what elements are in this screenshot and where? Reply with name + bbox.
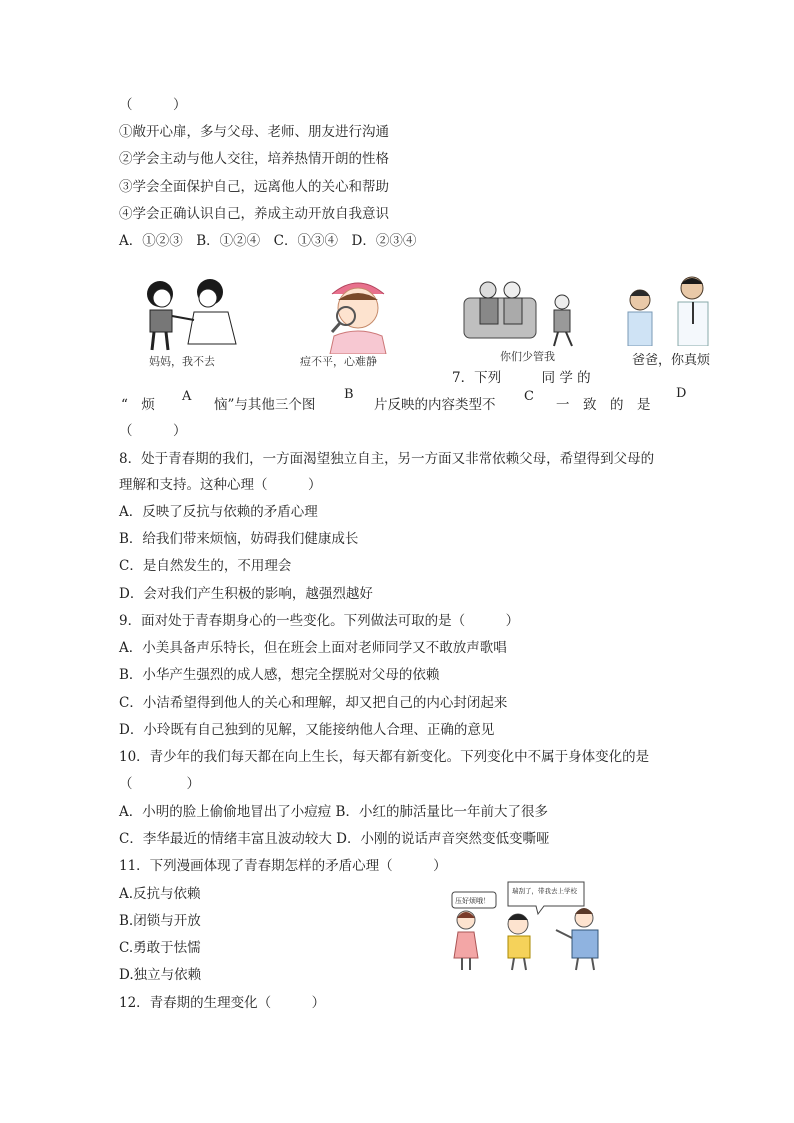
cartoon-family-dialogue-image [444,880,606,974]
q10-stem: 10．青少年的我们每天都在向上生长，每天都有新变化。下列变化中不属于身体变化的是 [119,749,650,765]
q12-stem: 12．青春期的生理变化（ ） [119,995,326,1011]
speech-bubble-left: 压好烦哦！ [455,897,490,905]
speech-bubble-right: 瑞刮了，带我去上学校 [512,887,577,895]
question-paren: （ ） [119,776,200,792]
q8-stem: 8．处于青春期的我们，一方面渴望独立自主，另一方面又非常依赖父母，希望得到父母的 [119,451,655,467]
image-caption: 妈妈，我不去 [149,355,215,368]
q7-stem-part: 恼”与其他三个图 [214,397,316,413]
option-line: C.勇敢于怯懦 [119,940,201,956]
answer-options: A．①②③ B．①②④ C．①③④ D．②③④ [119,233,417,249]
option-line: ④学会正确认识自己，养成主动开放自我意识 [119,206,389,222]
image-caption: 你们少管我 [500,350,555,363]
option-line: C．是自然发生的，不用理会 [119,558,292,574]
option-line: A．小美具备声乐特长，但在班会上面对老师同学又不敢放声歌唱 [119,640,507,656]
option-line: D.独立与依赖 [119,967,202,983]
question-paren: （ ） [119,423,187,439]
option-line: A．反映了反抗与依赖的矛盾心理 [119,504,318,520]
option-line: B．给我们带来烦恼，妨碍我们健康成长 [119,531,359,547]
option-line: A．小明的脸上偷偷地冒出了小痘痘 B．小红的肺活量比一年前大了很多 [119,804,548,820]
image-label-c: C [524,389,534,404]
option-line: ①敞开心扉，多与父母、老师、朋友进行沟通 [119,124,389,140]
option-line: ③学会全面保护自己，远离他人的关心和帮助 [119,179,389,195]
q11-stem: 11．下列漫画体现了青春期怎样的矛盾心理（ ） [119,858,447,874]
image-label-b: B [344,387,354,402]
image-caption: 痘不平，心难静 [300,355,377,368]
cartoon-mother-child-image [132,276,250,354]
q7-stem-part: 一 致 的 是 [556,397,651,413]
option-line: ②学会主动与他人交往，培养热情开朗的性格 [119,151,389,167]
q7-stem-part: “ 烦 [121,397,155,413]
option-line: B．小华产生强烈的成人感，想完全摆脱对父母的依赖 [119,667,440,683]
option-line: A.反抗与依赖 [119,886,201,902]
question-paren: （ ） [119,97,187,113]
option-line: C．李华最近的情绪丰富且波动较大 D．小刚的说话声音突然变低变嘶哑 [119,831,550,847]
image-caption: 爸爸，你真烦 [632,353,711,368]
q9-stem: 9．面对处于青春期身心的一些变化。下列做法可取的是（ ） [119,613,520,629]
option-line: D．会对我们产生积极的影响，越强烈越好 [119,586,373,602]
cartoon-girl-magnifier-image [316,276,400,354]
cartoon-family-sofa-image [462,276,582,348]
option-line: B.闭锁与开放 [119,913,201,929]
option-line: D．小玲既有自己独到的见解，又能接纳他人合理、正确的意见 [119,722,495,738]
photo-father-son-image [622,274,726,346]
q7-stem-part: 片反映的内容类型不 [374,397,496,413]
image-label-a: A [182,389,192,404]
q7-stem-part: 7．下列 同 学 的 [452,370,591,386]
option-line: C．小洁希望得到他人的关心和理解，却又把自己的内心封闭起来 [119,695,508,711]
image-label-d: D [676,386,687,401]
q8-stem: 理解和支持。这种心理（ ） [119,477,322,493]
